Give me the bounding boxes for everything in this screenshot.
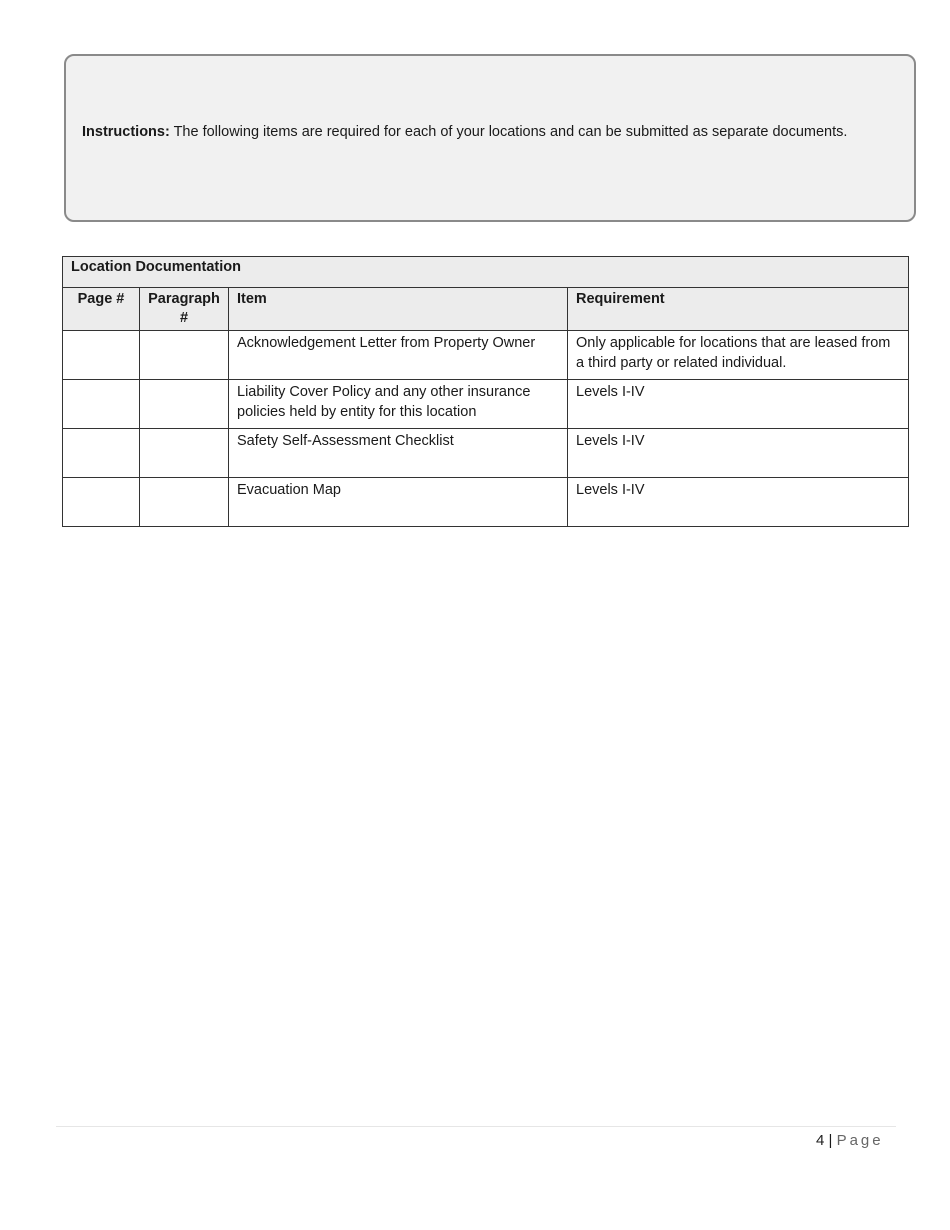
- cell-paragraph[interactable]: [140, 380, 229, 429]
- page-label: Page: [836, 1132, 884, 1149]
- cell-requirement: Only applicable for locations that are leased from a third party or related individual.: [568, 331, 909, 380]
- cell-paragraph[interactable]: [140, 331, 229, 380]
- header-page: Page #: [63, 288, 140, 331]
- header-paragraph: Paragraph #: [140, 288, 229, 331]
- table-row: [63, 380, 909, 429]
- cell-page[interactable]: [63, 380, 140, 429]
- header-requirement: Requirement: [568, 288, 909, 331]
- instructions-text: [82, 124, 847, 140]
- instructions-body: The following items are required for each of your locations and can be submitted as separate documents.: [169, 124, 848, 140]
- page-number: 4: [816, 1132, 825, 1149]
- instructions-label: Instructions:: [82, 124, 170, 140]
- cell-paragraph[interactable]: [140, 429, 229, 478]
- cell-requirement: Levels I-IV: [568, 380, 909, 429]
- table-header-row: [63, 288, 909, 331]
- table-title-row: [63, 257, 909, 288]
- footer-divider: [56, 1126, 896, 1127]
- page-footer: [816, 1132, 884, 1149]
- cell-paragraph[interactable]: [140, 478, 229, 527]
- header-item: Item: [229, 288, 568, 331]
- table-row: [63, 478, 909, 527]
- table-row: [63, 429, 909, 478]
- cell-item: Evacuation Map: [229, 478, 568, 527]
- cell-page[interactable]: [63, 478, 140, 527]
- cell-requirement: Levels I-IV: [568, 429, 909, 478]
- cell-item: Acknowledgement Letter from Property Owner: [229, 331, 568, 380]
- location-documentation-table: [62, 256, 909, 527]
- cell-page[interactable]: [63, 429, 140, 478]
- cell-item: Safety Self-Assessment Checklist: [229, 429, 568, 478]
- cell-item: Liability Cover Policy and any other insurance policies held by entity for this location: [229, 380, 568, 429]
- table-title: Location Documentation: [63, 257, 909, 288]
- cell-requirement: Levels I-IV: [568, 478, 909, 527]
- table-row: [63, 331, 909, 380]
- instructions-box: [64, 54, 916, 222]
- cell-page[interactable]: [63, 331, 140, 380]
- page-separator: |: [824, 1132, 837, 1149]
